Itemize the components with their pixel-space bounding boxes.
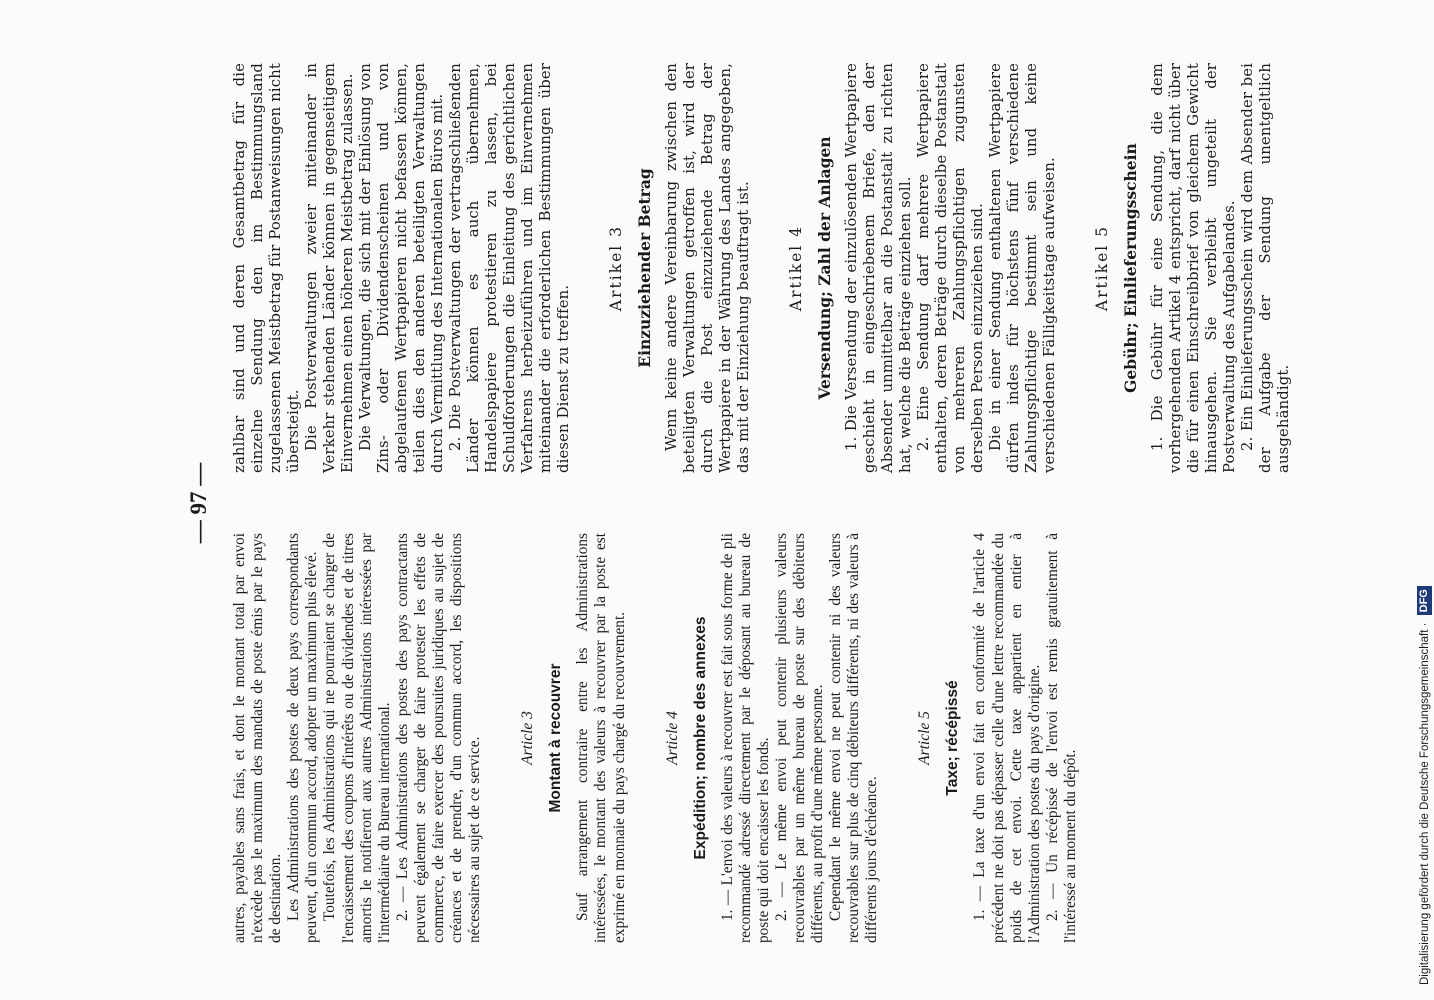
de-article-3-heading: Einzuziehender Betrag: [635, 168, 654, 368]
fr-intro-paragraph-4: 2. — Les Administrations des postes des pays contractants peuvent également se charger de faire protester les effets de commerce, de faire exercer des poursuites juridiques au sujet de créances et de prendre, d'un commun accord, les dispositions nécessaires au sujet de ce service.: [393, 533, 484, 943]
de-article-5-heading: Gebühr; Einlieferungsschein: [1121, 143, 1140, 393]
dfg-credit-text: Digitalisierung gefördert durch die Deutsche Forschungsgemeinschaft ·: [1419, 622, 1431, 985]
de-intro-paragraph-2: Die Postverwaltungen zweier miteinander in Verkehr stehenden Länder können in gegenseitigem Einvernehmen einen höheren Meistbetrag zulassen.: [303, 63, 356, 473]
de-intro-paragraph-4: 2. Die Postverwaltungen der vertragschließenden Länder können es auch übernehmen, Handelspapiere protestieren zu lassen, bei Schuldforderungen die Einleitung des gerichtlichen Verfahrens herbeizuführen und im Einvernehmen miteinander die erforderlichen Bestimmungen über diesen Dienst zu treffen.: [447, 63, 572, 473]
de-article-4-heading: Versendung; Zahl der Anlagen: [815, 136, 834, 400]
fr-article-4-paragraph-2: 2. — Le même envoi peut contenir plusieurs valeurs recouvrables par un même bureau de poste sur des débiteurs différents, au profit d'une même personne.: [772, 533, 827, 943]
de-article-4-paragraph-1: 1. Die Versendung der einzulösenden Wertpapiere geschieht in eingeschriebenem Briefe, den der Absender unmittelbar an die Postanstalt zu richten hat, welche die Beträge einziehen soll.: [843, 63, 914, 473]
dfg-credit-line: [1416, 25, 1434, 985]
de-article-3-paragraph-1: Wenn keine andere Vereinbarung zwischen den beteiligten Verwaltungen getroffen ist, wird der durch die Post einzuziehende Betrag der Wertpapiere in der Währung des Landes angegeben, das mit der Einziehung beauftragt ist.: [663, 63, 752, 473]
fr-article-4-paragraph-3: Cependant le même envoi ne peut contenir ni des valeurs recouvrables sur plus de cinq débiteurs différents, ni des valeurs à différents jours d'échéance.: [827, 533, 881, 943]
fr-intro-paragraph-2: Les Administrations des postes de deux pays correspondants peuvent, d'un commun accord, adopter un maximum plus élevé.: [285, 533, 321, 943]
de-article-5-paragraph-2: 2. Ein Einlieferungsschein wird dem Absender bei der Aufgabe der Sendung unentgeltlich ausgehändigt.: [1239, 63, 1292, 473]
fr-article-4-heading: Expédition; nombre des annexes: [691, 616, 709, 860]
de-article-3-label: Artikel 3: [607, 224, 625, 312]
de-intro-paragraph-3: Die Verwaltungen, die sich mit der Einlösung von Zins- oder Dividendenscheinen und von abgelaufenen Wertpapieren nicht befassen können, teilen dies den anderen beteiligten Verwaltungen durch Vermittlung des Internationalen Büros mit.: [357, 63, 446, 473]
de-article-5-label: Artikel 5: [1093, 224, 1111, 312]
de-article-5-paragraph-1: 1. Die Gebühr für eine Sendung, die dem vorhergehenden Artikel 4 entspricht, darf nicht über die für einen Einschreibbrief von gleichem Gewicht hinausgehen. Sie verbleibt ungeteilt der Postverwaltung des Aufgabelandes.: [1149, 63, 1238, 473]
fr-article-3-heading: Montant à recouvrer: [547, 663, 565, 813]
fr-intro-paragraph-1: autres, payables sans frais, et dont le montant total par envoi n'excède pas le maximum des mandats de poste émis par le pays de destination.: [231, 533, 285, 943]
fr-article-5-heading: Taxe; récépissé: [944, 680, 962, 796]
de-article-4-label: Artikel 4: [787, 224, 805, 312]
rotated-printed-page: [185, 63, 1292, 943]
fr-article-4-paragraph-1: 1. — L'envoi des valeurs à recouvrer est fait sous forme de pli recommandé adressé directement par le déposant au bureau de poste qui doit encaisser les fonds.: [718, 533, 772, 943]
de-article-4-paragraph-2: 2. Eine Sendung darf mehrere Wertpapiere enthalten, deren Beträge durch dieselbe Postanstalt von mehreren Zahlungspflichtigen zugunsten derselben Person einzuziehen sind.: [915, 63, 986, 473]
page-number: — 97 —: [186, 462, 211, 544]
french-column: [231, 533, 1111, 943]
fr-article-3-paragraph-1: Sauf arrangement contraire entre les Administrations intéressées, le montant des valeurs à recouvrer par la poste est exprimé en monnaie du pays chargé du recouvrement.: [574, 533, 628, 943]
fr-intro-paragraph-3: Toutefois, les Administrations qui ne pourraient se charger de l'encaissement des coupons d'intérêts ou de dividendes et de titres amortis le notifieront aux autres Administrations intéressées par l'intermédiaire du Bureau international.: [321, 533, 393, 943]
fr-article-5-label: Article 5: [916, 711, 934, 765]
fr-article-5-paragraph-1: 1. — La taxe d'un envoi fait en conformité de l'article 4 précédent ne doit pas dépasser celle d'une lettre recommandée du poids de cet envoi. Cette taxe appartient en entier à l'Administration des postes du pays d'origine.: [971, 533, 1043, 943]
fr-article-3-label: Article 3: [519, 711, 537, 765]
german-column: [231, 63, 1292, 473]
dfg-logo: DFG: [1417, 586, 1432, 615]
fr-article-4-label: Article 4: [663, 711, 681, 765]
de-article-4-paragraph-3: Die in einer Sendung enthaltenen Wertpapiere dürfen indes für höchstens fünf verschiedene Zahlungspflichtige bestimmt sein und keine verschiedenen Fälligkeitstage aufweisen.: [987, 63, 1058, 473]
de-intro-paragraph-1: zahlbar sind und deren Gesamtbetrag für die einzelne Sendung den im Bestimmungsland zugelassenen Meistbetrag für Postanweisungen nicht übersteigt.: [231, 63, 302, 473]
fr-article-5-paragraph-2: 2. — Un récépissé de l'envoi est remis gratuitement à l'intéressé au moment du dépôt.: [1043, 533, 1079, 943]
